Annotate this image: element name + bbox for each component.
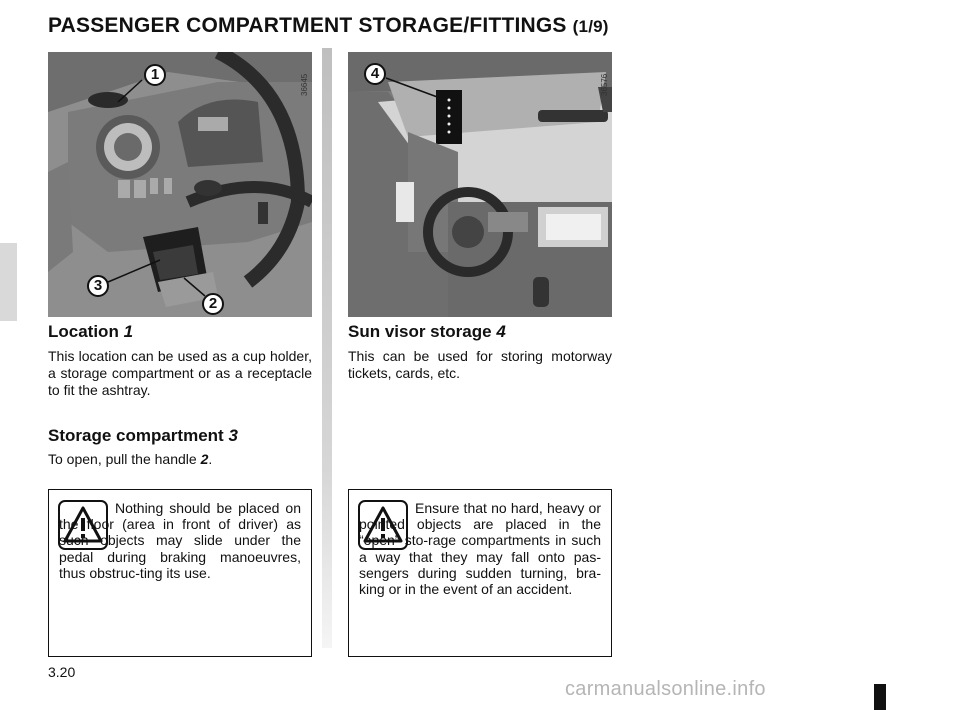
storage-compartment-heading: Storage compartment 3 — [48, 426, 238, 445]
right-warning-text: Ensure that no hard, heavy or pointed objects are placed in the “open” sto-rage compartments in such a way that they may fall onto pas-sengers during sudden turning, bra-king or in the event of an accident. — [359, 500, 601, 598]
sun-visor-text: This can be used for storing motorway tickets, cards, etc. — [348, 348, 612, 381]
column-divider — [322, 48, 332, 648]
marker-2: 2 — [202, 293, 224, 315]
left-callout-lines — [80, 64, 320, 314]
corner-mark — [874, 684, 886, 710]
right-photo-reference: 36576 — [600, 73, 609, 96]
storage-compartment-text: To open, pull the handle 2. — [48, 451, 213, 467]
chapter-side-tab — [0, 243, 17, 321]
page-number: 3.20 — [48, 664, 76, 680]
page-title-suffix: (1/9) — [572, 17, 609, 36]
storage-compartment-heading-num: 3 — [228, 426, 238, 445]
right-callout-lines — [380, 70, 480, 150]
sun-visor-heading-num: 4 — [496, 322, 506, 341]
watermark: carmanualsonline.info — [565, 678, 766, 700]
marker-1: 1 — [144, 64, 166, 86]
location-text: This location can be used as a cup holder, a storage compartment or as a receptacle to fit the ashtray. — [48, 348, 312, 398]
left-warning-text: Nothing should be placed on the floor (area in front of driver) as such objects may slide under the pedal during braking manoeuvres, thus obstruc-ting its use. — [59, 500, 301, 581]
marker-4: 4 — [364, 63, 386, 85]
page-title: PASSENGER COMPARTMENT STORAGE/FITTINGS (1/9) — [48, 14, 609, 37]
sun-visor-heading: Sun visor storage 4 — [348, 322, 506, 341]
right-warning-box — [348, 489, 612, 657]
marker-3: 3 — [87, 275, 109, 297]
handle-reference: 2 — [200, 451, 209, 467]
location-heading: Location 1 — [48, 322, 134, 341]
left-warning-box — [48, 489, 312, 657]
location-heading-num: 1 — [123, 322, 134, 341]
left-photo-reference: 36645 — [300, 73, 309, 96]
